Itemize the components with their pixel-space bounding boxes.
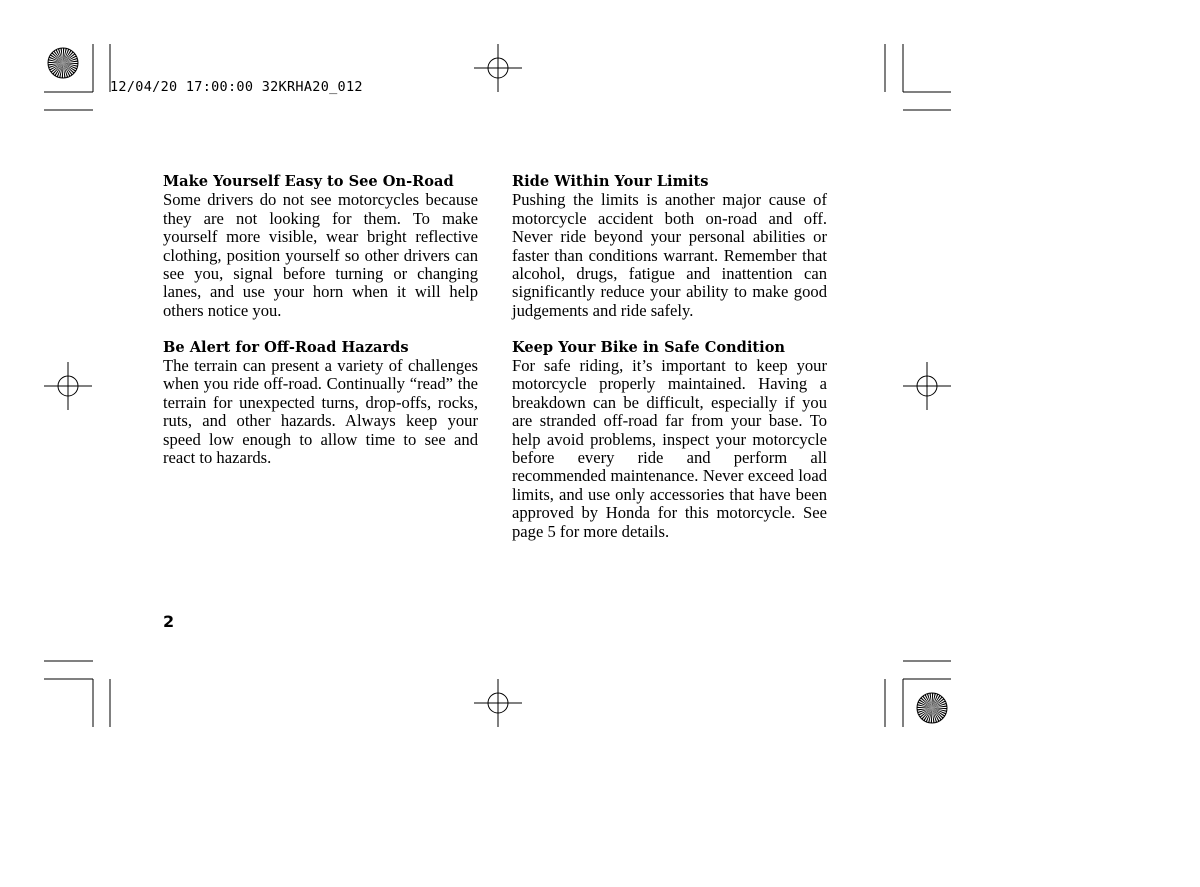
registration-target-right: [903, 362, 951, 410]
section-body: Some drivers do not see motorcycles because they are not looking for them. To make yourself more visible, wear bright reflective clothing, position yourself so other drivers can see you, signal before turning or changing lanes, and use your horn when it will help others notice you.: [163, 190, 478, 320]
registration-target-left: [44, 362, 92, 410]
section-body: Pushing the limits is another major cause of motorcycle accident both on-road and off. Never ride beyond your personal abilities or faster than conditions warrant. Remember that alcohol, drugs, fatigue and inattention can significantly reduce your ability to make good judgements and ride safely.: [512, 190, 827, 320]
print-slug: 12/04/20 17:00:00 32KRHA20_012: [110, 79, 363, 95]
section-ride-within-limits: [512, 173, 827, 320]
section-heading: Keep Your Bike in Safe Condition: [512, 338, 786, 356]
registration-target-top: [474, 44, 522, 92]
section-off-road-hazards: [163, 339, 478, 468]
section-easy-to-see: [163, 173, 478, 320]
section-heading: Be Alert for Off-Road Hazards: [163, 338, 409, 356]
section-body: The terrain can present a variety of challenges when you ride off-road. Continually “read” the terrain for unexpected turns, drop-offs, rocks, ruts, and other hazards. Always keep your speed low enough to allow time to see and react to hazards.: [163, 356, 478, 468]
starburst-target-top-left: [48, 48, 78, 78]
left-column: [163, 173, 478, 486]
section-heading: Make Yourself Easy to See On-Road: [163, 173, 454, 190]
starburst-target-bottom-right: [917, 693, 947, 723]
registration-target-bottom: [474, 679, 522, 727]
right-column: [512, 173, 827, 560]
section-heading: Ride Within Your Limits: [512, 173, 709, 190]
section-safe-condition: [512, 339, 827, 541]
section-body: For safe riding, it’s important to keep your motorcycle properly maintained. Having a breakdown can be difficult, especially if you are stranded off-road far from your base. To help avoid problems, inspect your motorcycle before every ride and perform all recommended maintenance. Never exceed load limits, and use only accessories that have been approved by Honda for this motorcycle. See page 5 for more details.: [512, 356, 827, 541]
page-number: 2: [163, 612, 175, 631]
